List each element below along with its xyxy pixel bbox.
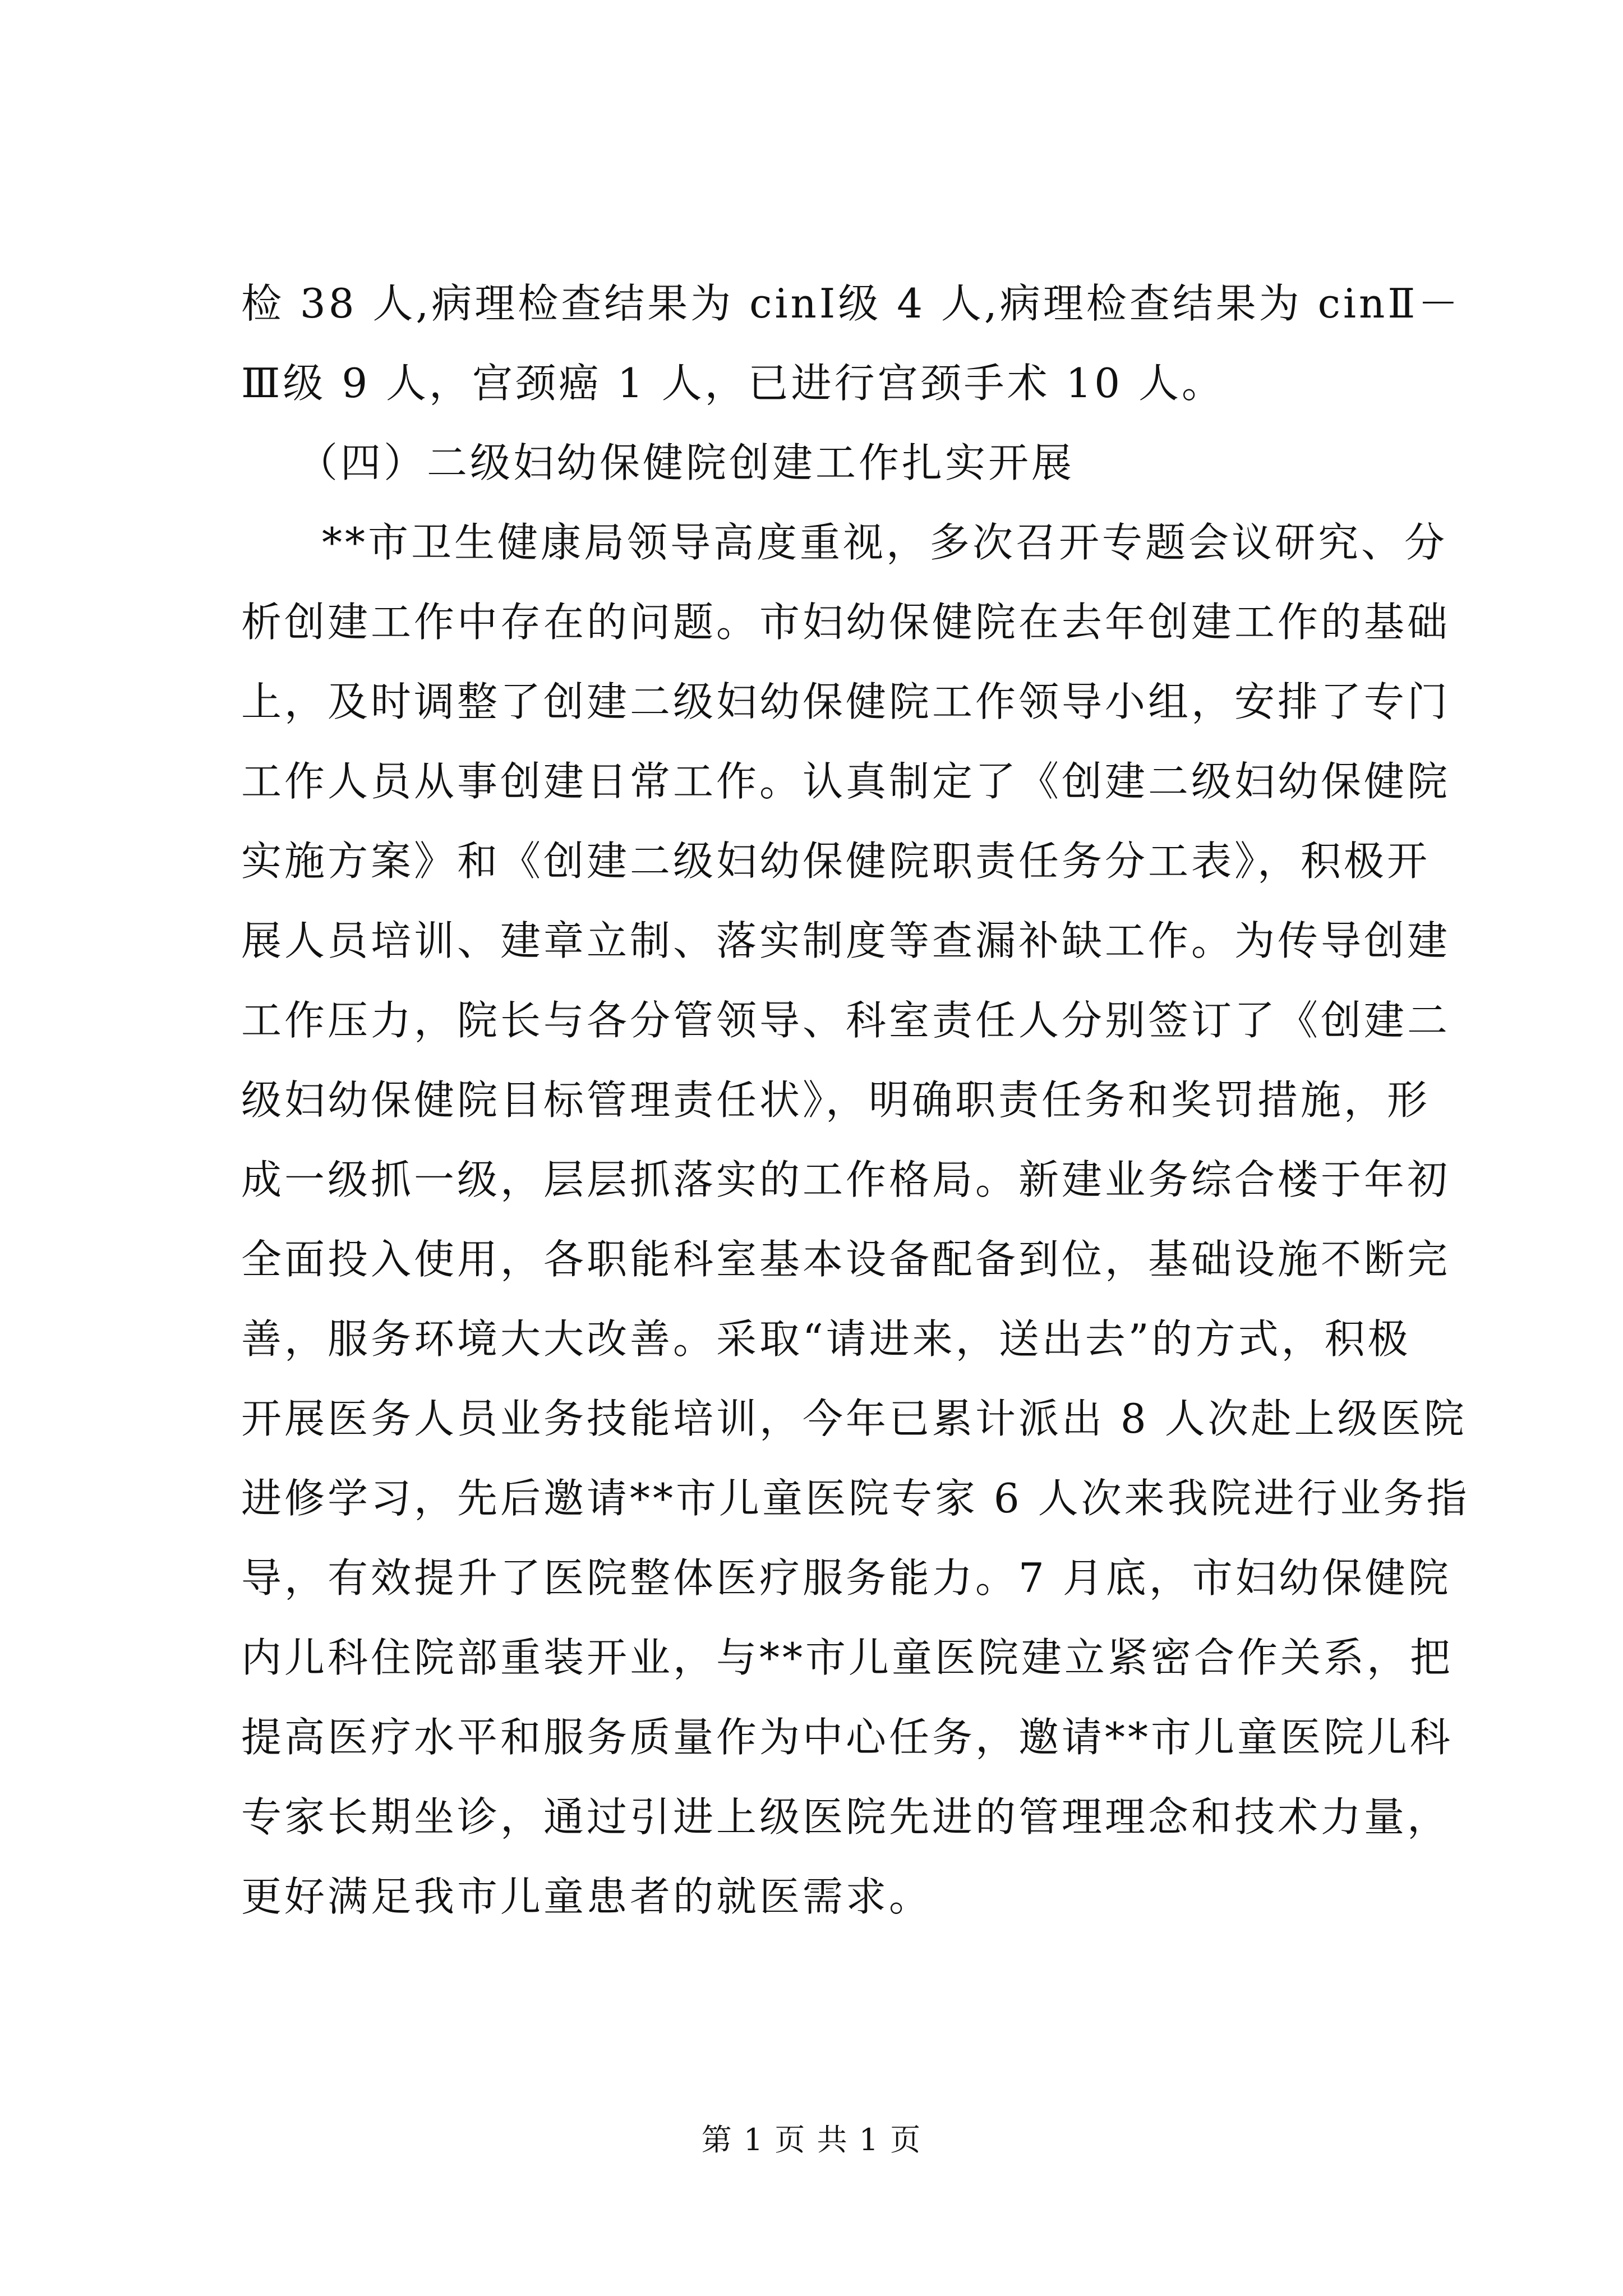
text-line: 级妇幼保健院目标管理责任状》，明确职责任务和奖罚措施，形: [241, 1076, 1431, 1124]
text-line: 析创建工作中存在的问题。市妇幼保健院在去年创建工作的基础: [241, 599, 1451, 646]
text-line: 工作压力，院长与各分管领导、科室责任人分别签订了《创建二: [241, 997, 1451, 1044]
text-line: 全面投入使用，各职能科室基本设备配备到位，基础设施不断完: [241, 1236, 1451, 1283]
text-line: 成一级抓一级，层层抓落实的工作格局。新建业务综合楼于年初: [241, 1156, 1451, 1203]
text-line: 导，有效提升了医院整体医疗服务能力。7 月底，市妇幼保健院: [241, 1554, 1451, 1602]
text-line: 上，及时调整了创建二级妇幼保健院工作领导小组，安排了专门: [241, 678, 1451, 725]
paragraph-first-line: **市卫生健康局领导高度重视，多次召开专题会议研究、分: [322, 519, 1448, 566]
section-heading: （四）二级妇幼保健院创建工作扎实开展: [297, 439, 1075, 486]
text-line: 展人员培训、建章立制、落实制度等查漏补缺工作。为传导创建: [241, 917, 1451, 964]
text-line: 实施方案》和《创建二级妇幼保健院职责任务分工表》，积极开: [241, 838, 1431, 885]
text-line: 提高医疗水平和服务质量作为中心任务，邀请**市儿童医院儿科: [241, 1714, 1454, 1761]
text-line: 检 38 人,病理检查结果为 cinⅠ级 4 人,病理检查结果为 cinⅡ－: [241, 280, 1461, 327]
text-line: 进修学习，先后邀请**市儿童医院专家 6 人次来我院进行业务指: [241, 1475, 1470, 1522]
text-line: Ⅲ级 9 人，宫颈癌 1 人，已进行宫颈手术 10 人。: [241, 360, 1225, 407]
page-number-footer: 第 1 页 共 1 页: [701, 2122, 922, 2157]
text-line: 专家长期坐诊，通过引进上级医院先进的管理理念和技术力量，: [241, 1793, 1451, 1841]
text-line: 工作人员从事创建日常工作。认真制定了《创建二级妇幼保健院: [241, 758, 1451, 805]
text-line: 开展医务人员业务技能培训，今年已累计派出 8 人次赴上级医院: [241, 1395, 1467, 1442]
document-body: [241, 264, 1470, 1936]
text-line: 善，服务环境大大改善。采取“请进来，送出去”的方式，积极: [241, 1315, 1411, 1363]
text-line: 更好满足我市儿童患者的就医需求。: [241, 1873, 933, 1920]
text-line: 内儿科住院部重装开业，与**市儿童医院建立紧密合作关系，把: [241, 1634, 1454, 1681]
